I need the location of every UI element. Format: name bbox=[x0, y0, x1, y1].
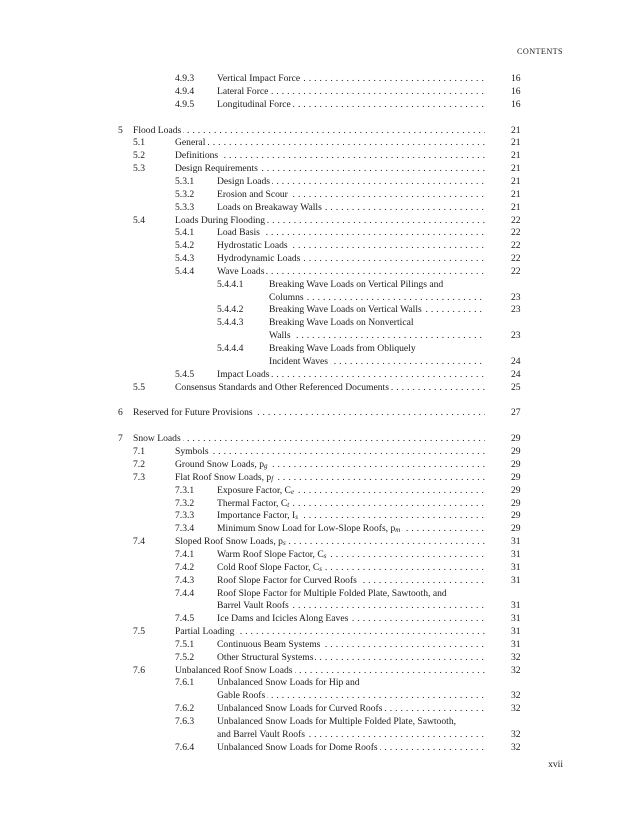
toc-entry-number: 5.4.3 bbox=[175, 253, 195, 264]
toc-entry[interactable] bbox=[133, 163, 525, 175]
toc-entry-page: 16 bbox=[511, 85, 521, 97]
toc-entry-number: 5.3.2 bbox=[175, 188, 195, 200]
toc-entry-number: 4.9.4 bbox=[175, 85, 195, 97]
toc-entry[interactable] bbox=[175, 266, 525, 278]
toc-entry[interactable] bbox=[217, 279, 525, 291]
toc-entry[interactable] bbox=[133, 472, 525, 484]
toc-entry-number: 7.3 bbox=[133, 471, 145, 483]
toc-entry-title-text: Design Loads bbox=[217, 175, 271, 187]
toc-entry-title bbox=[217, 86, 485, 98]
toc-entry[interactable] bbox=[175, 73, 525, 85]
toc-entry-title bbox=[175, 536, 485, 548]
toc-entry-subscript: f bbox=[271, 474, 274, 483]
toc-entry-number: 7.4.3 bbox=[175, 574, 195, 586]
running-head: CONTENTS bbox=[517, 47, 563, 56]
page-number: xvii bbox=[548, 759, 563, 770]
toc-entry[interactable] bbox=[175, 523, 525, 535]
toc-entry-title bbox=[217, 677, 485, 689]
toc-entry-number: 5.4.4.1 bbox=[217, 278, 244, 290]
toc-entry-title-text: Continuous Beam Systems bbox=[217, 638, 321, 650]
toc-entry[interactable] bbox=[133, 137, 525, 149]
toc-entry-number: 7.5.1 bbox=[175, 638, 195, 650]
toc-entry-title bbox=[217, 588, 485, 600]
toc-entry-subscript: s bbox=[319, 564, 322, 573]
toc-entry-page: 29 bbox=[511, 497, 521, 509]
toc-entry-page: 23 bbox=[511, 330, 521, 342]
toc-entry[interactable] bbox=[175, 575, 525, 587]
toc-entry-subscript: t bbox=[287, 500, 290, 509]
toc-entry-subscript: s bbox=[323, 551, 327, 560]
toc-entry-title-text: Breaking Wave Loads on Vertical Walls bbox=[269, 304, 422, 316]
toc-entry-page: 31 bbox=[511, 638, 521, 650]
toc-entry[interactable] bbox=[175, 485, 525, 497]
toc-entry-number: 5.5 bbox=[133, 381, 145, 393]
toc-entry-title bbox=[217, 716, 485, 728]
toc-entry-title bbox=[133, 125, 485, 137]
toc-entry-title-text: Unbalanced Snow Loads for Multiple Folded Plate, Sawtooth, bbox=[217, 716, 457, 727]
toc-entry[interactable] bbox=[217, 356, 525, 368]
toc-entry[interactable] bbox=[133, 665, 525, 677]
toc-entry[interactable] bbox=[175, 86, 525, 98]
toc-entry[interactable] bbox=[175, 703, 525, 715]
toc-entry[interactable] bbox=[175, 729, 525, 741]
toc-entry-title-text: Loads on Breakaway Walls bbox=[217, 201, 322, 213]
toc-entry-page: 29 bbox=[511, 446, 521, 458]
toc-entry[interactable] bbox=[217, 330, 525, 342]
toc-entry-title-text: Definitions bbox=[175, 150, 219, 162]
toc-entry-title-text: Breaking Wave Loads on Vertical Pilings and bbox=[269, 278, 444, 290]
toc-entry[interactable] bbox=[175, 600, 525, 612]
toc-entry-page: 31 bbox=[511, 536, 521, 548]
toc-entry-number: 7 bbox=[118, 433, 123, 445]
toc-entry-page: 16 bbox=[511, 98, 521, 110]
toc-entry-title-text: Hydrostatic Loads bbox=[217, 240, 288, 252]
toc-entry-title bbox=[269, 330, 485, 342]
toc-entry-title bbox=[217, 600, 485, 612]
toc-entry-title bbox=[217, 227, 485, 239]
toc-entry-title-text: Ice Dams and Icicles Along Eaves bbox=[217, 613, 349, 625]
toc-entry-page: 23 bbox=[511, 291, 521, 303]
toc-entry-title bbox=[217, 690, 485, 702]
toc-entry-title bbox=[217, 485, 485, 497]
toc-entry[interactable] bbox=[175, 677, 525, 689]
toc-entry-number: 7.4.1 bbox=[175, 548, 195, 560]
toc-entry-title bbox=[217, 266, 485, 278]
toc-entry-number: 7.2 bbox=[133, 459, 145, 470]
toc-entry-subscript: m bbox=[395, 526, 401, 535]
toc-entry-title-text: Erosion and Scour bbox=[217, 188, 288, 200]
toc-entry-title bbox=[269, 317, 485, 329]
toc-entry-title-text: Reserved for Future Provisions bbox=[133, 407, 253, 419]
toc-entry-page: 31 bbox=[511, 600, 521, 612]
toc-entry-title-text: Roof Slope Factor for Multiple Folded Plate, Sawtooth, and bbox=[217, 587, 447, 599]
toc-entry[interactable] bbox=[175, 253, 525, 265]
toc-entry-number: 7.4.2 bbox=[175, 561, 195, 573]
toc-entry-title-text: Wave Loads bbox=[217, 265, 265, 277]
toc-entry-page: 31 bbox=[511, 626, 521, 637]
toc-entry-number: 5.4.4.4 bbox=[217, 343, 244, 354]
toc-entry-page: 32 bbox=[511, 728, 521, 740]
toc-entry-number: 5.4 bbox=[133, 214, 145, 226]
toc-entry-page: 29 bbox=[511, 459, 521, 470]
toc-entry-title-text: Walls bbox=[269, 330, 291, 342]
toc-entry-title bbox=[217, 369, 485, 381]
toc-entry-number: 7.4 bbox=[133, 536, 145, 548]
toc-entry-number: 5.3.1 bbox=[175, 175, 195, 187]
toc-entry[interactable] bbox=[175, 369, 525, 381]
toc-entry-page: 29 bbox=[511, 471, 521, 483]
toc-entry-title-text: Longitudinal Force bbox=[217, 98, 291, 110]
toc-entry-title bbox=[217, 510, 485, 522]
toc-entry[interactable] bbox=[217, 292, 525, 304]
toc-entry[interactable] bbox=[175, 549, 525, 561]
toc-entry-title-text: Loads During Flooding bbox=[175, 214, 266, 226]
toc-entry-number: 6 bbox=[118, 407, 123, 419]
toc-entry-title-text: Columns bbox=[269, 291, 304, 303]
toc-entry-page: 22 bbox=[511, 214, 521, 226]
toc-entry-title-text: Consensus Standards and Other Referenced Documents bbox=[175, 381, 389, 393]
toc-entry-title-text: Partial Loading bbox=[175, 626, 235, 637]
toc-entry[interactable] bbox=[133, 459, 525, 471]
toc-entry[interactable] bbox=[175, 562, 525, 574]
toc-entry-page: 29 bbox=[511, 433, 521, 445]
toc-entry[interactable] bbox=[133, 150, 525, 162]
toc-entry-number: 7.3.4 bbox=[175, 523, 195, 535]
toc-entry[interactable] bbox=[175, 652, 525, 664]
toc-entry-number: 7.3.1 bbox=[175, 484, 195, 496]
toc-entry-title-text: and Barrel Vault Roofs bbox=[217, 728, 306, 740]
toc-entry-title bbox=[175, 459, 485, 471]
toc-entry-title bbox=[217, 562, 485, 574]
toc-entry-number: 7.6 bbox=[133, 664, 145, 676]
toc-entry[interactable] bbox=[175, 510, 525, 522]
toc-entry-number: 7.5 bbox=[133, 626, 145, 637]
toc-entry-page: 22 bbox=[511, 253, 521, 264]
toc-entry-title-text: Breaking Wave Loads on Nonvertical bbox=[269, 317, 414, 329]
toc-entry-title bbox=[217, 99, 485, 111]
toc-entry-subscript: s bbox=[282, 539, 286, 548]
toc-entry-title-text: Flat Roof Snow Loads, p bbox=[175, 471, 272, 483]
toc-entry-number: 4.9.5 bbox=[175, 98, 195, 110]
toc-entry[interactable] bbox=[133, 446, 525, 458]
toc-entry-number: 7.6.2 bbox=[175, 703, 195, 715]
toc-entry-title-text: Impact Loads bbox=[217, 368, 270, 380]
toc-entry-title bbox=[175, 382, 485, 394]
toc-entry-page: 25 bbox=[511, 381, 521, 393]
toc-entry-page: 31 bbox=[511, 574, 521, 586]
toc-entry-title bbox=[175, 446, 485, 458]
toc-entry-number: 7.6.4 bbox=[175, 741, 195, 753]
toc-entry-page: 29 bbox=[511, 523, 521, 535]
toc-entry-page: 21 bbox=[511, 188, 521, 200]
toc-entry-page: 24 bbox=[511, 368, 521, 380]
toc-entry-number: 7.4.4 bbox=[175, 587, 195, 599]
toc-entry-page: 32 bbox=[511, 741, 521, 753]
toc-entry-number: 5.4.5 bbox=[175, 368, 195, 380]
toc-entry-title-text: Breaking Wave Loads from Obliquely bbox=[269, 343, 416, 354]
toc-entry-number: 7.3.2 bbox=[175, 497, 195, 509]
toc-entry-title-text: Thermal Factor, C bbox=[217, 497, 288, 509]
toc-entry-title bbox=[133, 407, 485, 419]
toc-entry-title bbox=[217, 202, 485, 214]
toc-entry[interactable] bbox=[175, 690, 525, 702]
toc-entry-title-text: Importance Factor, I bbox=[217, 510, 296, 522]
toc-entry-title bbox=[217, 73, 485, 85]
toc-entry[interactable] bbox=[175, 227, 525, 239]
toc-entry[interactable] bbox=[133, 536, 525, 548]
toc-entry[interactable] bbox=[133, 626, 525, 638]
toc-entry[interactable] bbox=[118, 433, 525, 445]
toc-entry-title-text: Flood Loads bbox=[133, 124, 182, 136]
toc-entry-title-text: Ground Snow Loads, p bbox=[175, 459, 265, 470]
toc-entry-number: 5.3.3 bbox=[175, 201, 195, 213]
toc-entry[interactable] bbox=[175, 202, 525, 214]
toc-entry-title bbox=[217, 742, 485, 754]
toc-entry-title bbox=[217, 639, 485, 651]
toc-entry-number: 5.2 bbox=[133, 150, 145, 162]
toc-entry-title bbox=[175, 472, 485, 484]
toc-entry-title-text: Exposure Factor, C bbox=[217, 484, 291, 496]
toc-entry[interactable] bbox=[175, 240, 525, 252]
toc-entry[interactable] bbox=[175, 742, 525, 754]
toc-entry-number: 7.3.3 bbox=[175, 510, 195, 522]
toc-entry[interactable] bbox=[175, 176, 525, 188]
toc-entry-page: 29 bbox=[511, 510, 521, 522]
toc-entry[interactable] bbox=[175, 716, 525, 728]
toc-entry-page: 21 bbox=[511, 150, 521, 162]
toc-entry-title-text: Minimum Snow Load for Low-Slope Roofs, p bbox=[217, 523, 396, 535]
toc-entry-number: 4.9.3 bbox=[175, 73, 195, 84]
toc-entry-page: 21 bbox=[511, 124, 521, 136]
toc-entry[interactable] bbox=[175, 639, 525, 651]
toc-entry-title-text: Incident Waves bbox=[269, 355, 328, 367]
toc-entry[interactable] bbox=[133, 382, 525, 394]
toc-entry-title bbox=[217, 549, 485, 561]
toc-entry-page: 21 bbox=[511, 175, 521, 187]
toc-entry-title bbox=[217, 652, 485, 664]
toc-entry-title bbox=[217, 176, 485, 188]
toc-entry-title bbox=[175, 215, 485, 227]
toc-entry[interactable] bbox=[175, 613, 525, 625]
toc-entry[interactable] bbox=[175, 99, 525, 111]
toc-entry[interactable] bbox=[217, 304, 525, 316]
toc-entry-page: 24 bbox=[511, 355, 521, 367]
toc-entry-title bbox=[175, 163, 485, 175]
toc-entry-page: 29 bbox=[511, 484, 521, 496]
toc-entry-number: 5.4.2 bbox=[175, 240, 195, 252]
toc-entry-number: 7.5.2 bbox=[175, 651, 195, 663]
toc-entry-title-text: Symbols bbox=[175, 446, 209, 458]
toc-entry-page: 22 bbox=[511, 240, 521, 252]
toc-entry-title bbox=[269, 356, 485, 368]
toc-entry-title bbox=[175, 665, 485, 677]
toc-entry[interactable] bbox=[217, 343, 525, 355]
toc-entry-title bbox=[269, 343, 485, 355]
toc-entry-page: 32 bbox=[511, 690, 521, 702]
toc-entry-number: 5.3 bbox=[133, 163, 145, 175]
toc-entry-title bbox=[217, 613, 485, 625]
toc-entry-title bbox=[269, 292, 485, 304]
toc-entry-page: 22 bbox=[511, 227, 521, 239]
toc-entry-title-text: Lateral Force bbox=[217, 85, 269, 97]
toc-entry-title bbox=[175, 150, 485, 162]
toc-entry-title-text: Unbalanced Roof Snow Loads bbox=[175, 664, 293, 676]
toc-entry-title bbox=[217, 189, 485, 201]
toc-entry[interactable] bbox=[217, 317, 525, 329]
toc-entry-page: 32 bbox=[511, 703, 521, 715]
toc-entry-title-text: Design Requirements bbox=[175, 163, 258, 175]
toc-entry-title bbox=[217, 575, 485, 587]
toc-entry-subscript: e bbox=[290, 487, 295, 496]
toc-entry-number: 5.4.4 bbox=[175, 265, 195, 277]
toc-entry-page: 16 bbox=[511, 73, 521, 84]
toc-entry-title-text: Unbalanced Snow Loads for Hip and bbox=[217, 677, 360, 689]
toc-entry-page: 32 bbox=[511, 651, 521, 663]
toc-entry-title-text: Sloped Roof Snow Loads, p bbox=[175, 536, 283, 548]
toc-entry-number: 7.4.5 bbox=[175, 613, 195, 625]
toc-entry-number: 7.6.3 bbox=[175, 716, 195, 727]
toc-entry-number: 7.6.1 bbox=[175, 677, 195, 689]
toc-entry-title bbox=[217, 523, 485, 535]
toc-entry[interactable] bbox=[133, 215, 525, 227]
toc-entry-title-text: Load Basis bbox=[217, 227, 260, 239]
toc-entry-title bbox=[175, 626, 485, 638]
toc-entry-title bbox=[269, 304, 485, 316]
toc-entry-number: 5.4.1 bbox=[175, 227, 195, 239]
toc-entry-title-text: Gable Roofs bbox=[217, 690, 266, 702]
toc-entry-page: 22 bbox=[511, 265, 521, 277]
toc-entry-number: 5.4.4.2 bbox=[217, 304, 244, 316]
toc-entry-title-text: Other Structural Systems bbox=[217, 651, 314, 663]
toc-entry-title bbox=[217, 240, 485, 252]
toc-entry[interactable] bbox=[175, 498, 525, 510]
toc-entry[interactable] bbox=[175, 189, 525, 201]
toc-entry-page: 27 bbox=[511, 407, 521, 419]
toc-entry-page: 21 bbox=[511, 163, 521, 175]
toc-entry-page: 21 bbox=[511, 137, 521, 149]
toc-entry-page: 31 bbox=[511, 561, 521, 573]
toc-entry-title-text: Warm Roof Slope Factor, C bbox=[217, 548, 324, 560]
toc-entry-page: 23 bbox=[511, 304, 521, 316]
toc-entry-title bbox=[133, 433, 485, 445]
toc-entry-number: 7.1 bbox=[133, 446, 145, 458]
toc-entry-title bbox=[217, 498, 485, 510]
toc-entry[interactable] bbox=[118, 407, 525, 419]
toc-entry[interactable] bbox=[118, 125, 525, 137]
toc-entry-title-text: Hydrodynamic Loads bbox=[217, 253, 301, 264]
toc-entry-title-text: Unbalanced Snow Loads for Dome Roofs bbox=[217, 741, 378, 753]
toc-entry-title bbox=[269, 279, 485, 291]
toc-entry-title bbox=[175, 137, 485, 149]
toc-entry-page: 32 bbox=[511, 664, 521, 676]
toc-entry-page: 31 bbox=[511, 548, 521, 560]
toc-entry-title-text: Barrel Vault Roofs bbox=[217, 600, 289, 612]
toc-entry-page: 31 bbox=[511, 613, 521, 625]
toc-entry-number: 5.4.4.3 bbox=[217, 317, 244, 329]
toc-entry-title-text: Cold Roof Slope Factor, C bbox=[217, 561, 320, 573]
toc-entry-number: 5.1 bbox=[133, 137, 145, 149]
toc-entry-title bbox=[217, 253, 485, 265]
toc-entry-title-text: General bbox=[175, 137, 206, 149]
toc-entry-title-text: Snow Loads bbox=[133, 433, 181, 445]
toc-entry-title-text: Roof Slope Factor for Curved Roofs bbox=[217, 574, 357, 586]
toc-entry-title bbox=[217, 703, 485, 715]
toc-entry-title-text: Unbalanced Snow Loads for Curved Roofs bbox=[217, 703, 383, 715]
toc-entry-title bbox=[217, 729, 485, 741]
toc-entry-number: 5 bbox=[118, 124, 123, 136]
toc-entry-page: 21 bbox=[511, 201, 521, 213]
toc-entry-subscript: g bbox=[264, 462, 268, 470]
toc-entry-subscript: s bbox=[295, 513, 298, 522]
toc-entry[interactable] bbox=[175, 588, 525, 600]
toc-entry-title-text: Vertical Impact Force bbox=[217, 73, 301, 84]
